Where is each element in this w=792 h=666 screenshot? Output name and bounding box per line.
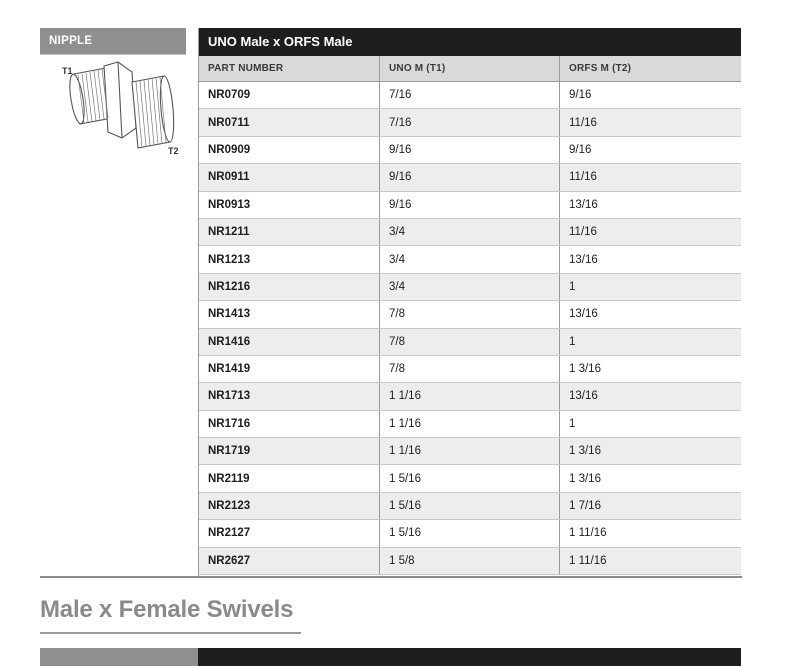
- orfs-m-cell: 13/16: [559, 301, 741, 327]
- part-number-cell: NR2123: [208, 500, 251, 513]
- orfs-m-cell: 1 11/16: [559, 548, 741, 574]
- uno-m-cell: 1 1/16: [379, 438, 559, 464]
- part-number-cell: NR0709: [208, 89, 251, 102]
- uno-m-cell: 9/16: [379, 137, 559, 163]
- table-row: [199, 82, 741, 109]
- uno-m-cell: 7/8: [379, 301, 559, 327]
- table-row: [199, 548, 741, 575]
- orfs-m-cell: 1 3/16: [559, 438, 741, 464]
- header-part-number: PART NUMBER: [208, 63, 284, 74]
- section-title: Male x Female Swivels: [40, 596, 294, 623]
- orfs-m-cell: 13/16: [559, 383, 741, 409]
- orfs-m-cell: 13/16: [559, 192, 741, 218]
- part-number-cell: NR1416: [208, 335, 251, 348]
- part-number-cell: NR1211: [208, 226, 250, 239]
- part-number-cell: NR1716: [208, 417, 251, 430]
- orfs-m-cell: 9/16: [559, 137, 741, 163]
- orfs-m-cell: 11/16: [559, 164, 741, 190]
- table-row: [199, 493, 741, 520]
- part-number-cell: NR2119: [208, 472, 250, 485]
- table-row: [199, 520, 741, 547]
- orfs-m-cell: 1 11/16: [559, 520, 741, 546]
- orfs-m-cell: 13/16: [559, 246, 741, 272]
- table-title: UNO Male x ORFS Male: [199, 28, 741, 56]
- part-number-cell: NR2627: [208, 554, 251, 567]
- category-underline: [40, 54, 186, 55]
- orfs-m-cell: 1: [559, 274, 741, 300]
- orfs-m-cell: 11/16: [559, 109, 741, 135]
- uno-m-cell: 7/16: [379, 109, 559, 135]
- table-row: [199, 383, 741, 410]
- next-table-title-bar: [198, 648, 741, 666]
- part-number-cell: NR1719: [208, 445, 251, 458]
- part-number-cell: NR1419: [208, 363, 251, 376]
- next-table-side-header: [40, 648, 198, 666]
- parts-table: [199, 28, 741, 575]
- uno-m-cell: 9/16: [379, 192, 559, 218]
- orfs-m-cell: 1 3/16: [559, 465, 741, 491]
- uno-m-cell: 1 5/8: [379, 548, 559, 574]
- table-row: [199, 274, 741, 301]
- table-bottom-rule: [40, 576, 742, 578]
- orfs-m-cell: 1: [559, 411, 741, 437]
- nipple-fitting-illustration: [52, 60, 192, 160]
- uno-m-cell: 1 5/16: [379, 493, 559, 519]
- uno-m-cell: 1 5/16: [379, 520, 559, 546]
- uno-m-cell: 3/4: [379, 246, 559, 272]
- part-number-cell: NR1213: [208, 253, 251, 266]
- table-row: [199, 465, 741, 492]
- part-number-cell: NR0909: [208, 143, 251, 156]
- part-number-cell: NR0911: [208, 171, 250, 184]
- section-title-underline: [40, 632, 301, 634]
- part-number-cell: NR1713: [208, 390, 251, 403]
- table-row: [199, 219, 741, 246]
- header-uno-m: UNO M (T1): [379, 56, 559, 81]
- orfs-m-cell: 1: [559, 329, 741, 355]
- uno-m-cell: 7/8: [379, 356, 559, 382]
- part-number-cell: NR2127: [208, 527, 251, 540]
- part-number-cell: NR1413: [208, 308, 251, 321]
- table-row: [199, 246, 741, 273]
- header-orfs-m: ORFS M (T2): [559, 56, 741, 81]
- category-label: NIPPLE: [40, 28, 186, 54]
- table-row: [199, 137, 741, 164]
- part-number-cell: NR0711: [208, 116, 250, 129]
- table-row: [199, 192, 741, 219]
- t2-label: T2: [168, 146, 179, 156]
- table-row: [199, 329, 741, 356]
- table-row: [199, 301, 741, 328]
- uno-m-cell: 3/4: [379, 274, 559, 300]
- orfs-m-cell: 1 7/16: [559, 493, 741, 519]
- orfs-m-cell: 11/16: [559, 219, 741, 245]
- uno-m-cell: 1 5/16: [379, 465, 559, 491]
- orfs-m-cell: 1 3/16: [559, 356, 741, 382]
- table-row: [199, 164, 741, 191]
- uno-m-cell: 7/16: [379, 82, 559, 108]
- uno-m-cell: 3/4: [379, 219, 559, 245]
- table-row: [199, 411, 741, 438]
- uno-m-cell: 9/16: [379, 164, 559, 190]
- uno-m-cell: 1 1/16: [379, 411, 559, 437]
- part-number-cell: NR1216: [208, 280, 251, 293]
- table-row: [199, 438, 741, 465]
- table-row: [199, 356, 741, 383]
- part-number-cell: NR0913: [208, 198, 251, 211]
- table-header-row: [199, 56, 741, 82]
- uno-m-cell: 7/8: [379, 329, 559, 355]
- orfs-m-cell: 9/16: [559, 82, 741, 108]
- uno-m-cell: 1 1/16: [379, 383, 559, 409]
- t1-label: T1: [62, 66, 73, 76]
- fitting-drawing: [52, 60, 192, 160]
- table-body: [199, 82, 741, 575]
- table-row: [199, 109, 741, 136]
